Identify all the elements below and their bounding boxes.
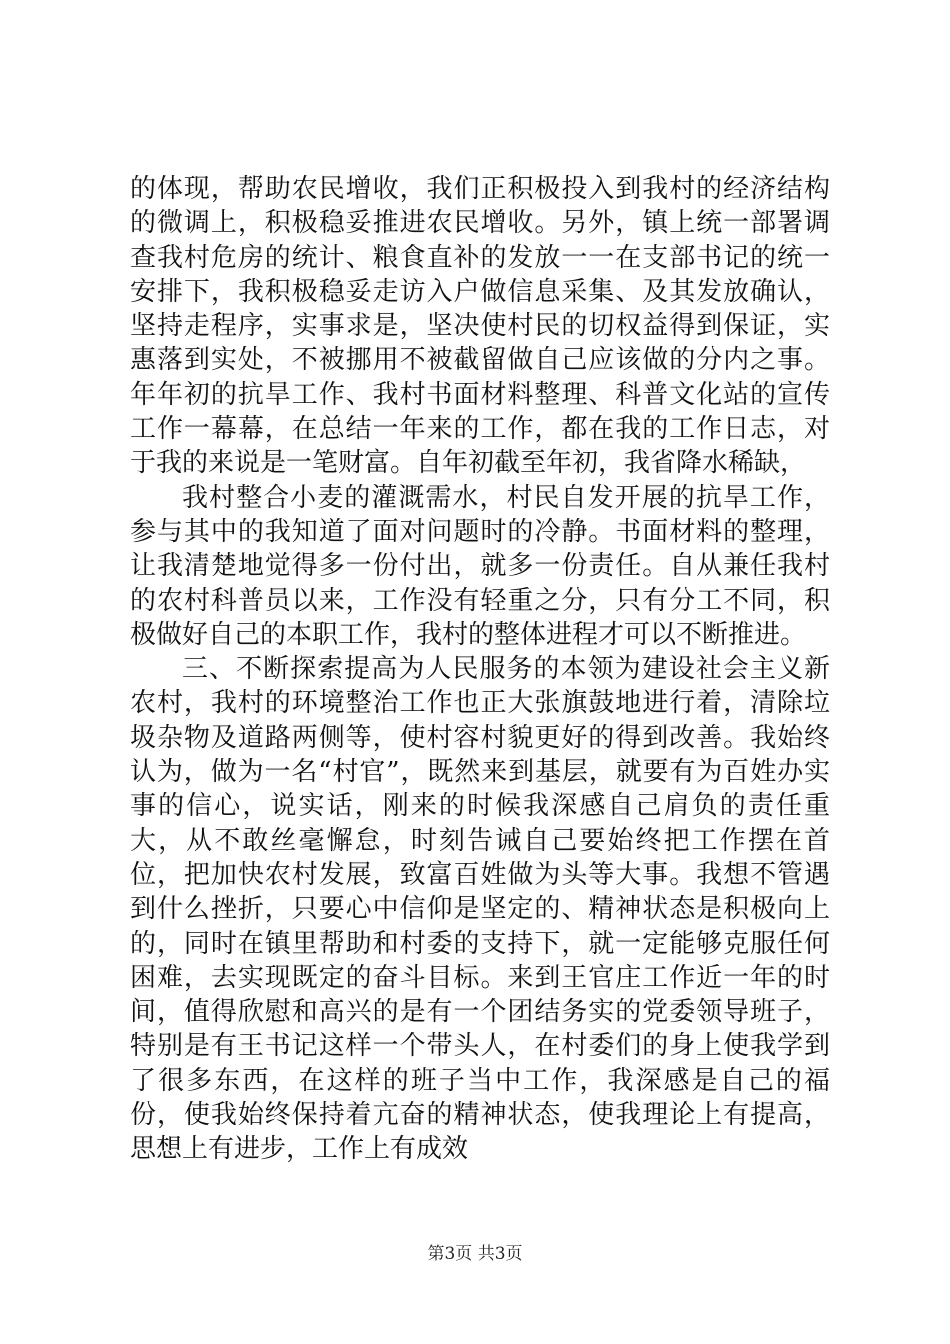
paragraph-3: 三、不断探索提高为人民服务的本领为建设社会主义新农村，我村的环境整治工作也正大张旗鼓地进行着，清除垃圾杂物及道路两侧等，使村容村貌更好的得到改善。我始终认为，做为一名“村官”，既然来到基层，就要有为百姓办实事的信心，说实话，刚来的时候我深感自己肩负的责任重大，从不敢丝毫懈怠，时刻告诫自己要始终把工作摆在首位，把加快农村发展，致富百姓做为头等大事。我想不管遇到什么挫折，只要心中信仰是坚定的、精神状态是积极向上的，同时在镇里帮助和村委的支持下，就一定能够克服任何困难，去实现既定的奋斗目标。来到王官庄工作近一年的时间，值得欣慰和高兴的是有一个团结务实的党委领导班子，特别是有王书记这样一个带头人，在村委们的身上使我学到了很多东西，在这样的班子当中工作，我深感是自己的福份，使我始终保持着亢奋的精神状态，使我理论上有提高，思想上有进步，工作上有成效 bbox=[130, 654, 830, 1165]
paragraph-1: 的体现，帮助农民增收，我们正积极投入到我村的经济结构的微调上，积极稳妥推进农民增收。另外，镇上统一部署调查我村危房的统计、粮食直补的发放一一在支部书记的统一安排下，我积极稳妥走访入户做信息采集、及其发放确认，坚持走程序，实事求是，坚决使村民的切权益得到保证，实惠落到实处，不被挪用不被截留做自己应该做的分内之事。年年初的抗旱工作、我村书面材料整理、科普文化站的宣传工作一幕幕，在总结一年来的工作，都在我的工作日志，对于我的来说是一笔财富。自年初截至年初，我省降水稀缺， bbox=[130, 174, 830, 479]
page-footer: 第3页 共3页 bbox=[427, 1244, 523, 1264]
document-body bbox=[130, 172, 830, 1167]
paragraph-2: 我村整合小麦的灌溉需水，村民自发开展的抗旱工作，参与其中的我知道了面对问题时的冷静。书面材料的整理，让我清楚地觉得多一份付出，就多一份责任。自从兼任我村的农村科普员以来，工作没有轻重之分，只有分工不同，积极做好自己的本职工作，我村的整体进程才可以不断推进。 bbox=[130, 482, 830, 650]
